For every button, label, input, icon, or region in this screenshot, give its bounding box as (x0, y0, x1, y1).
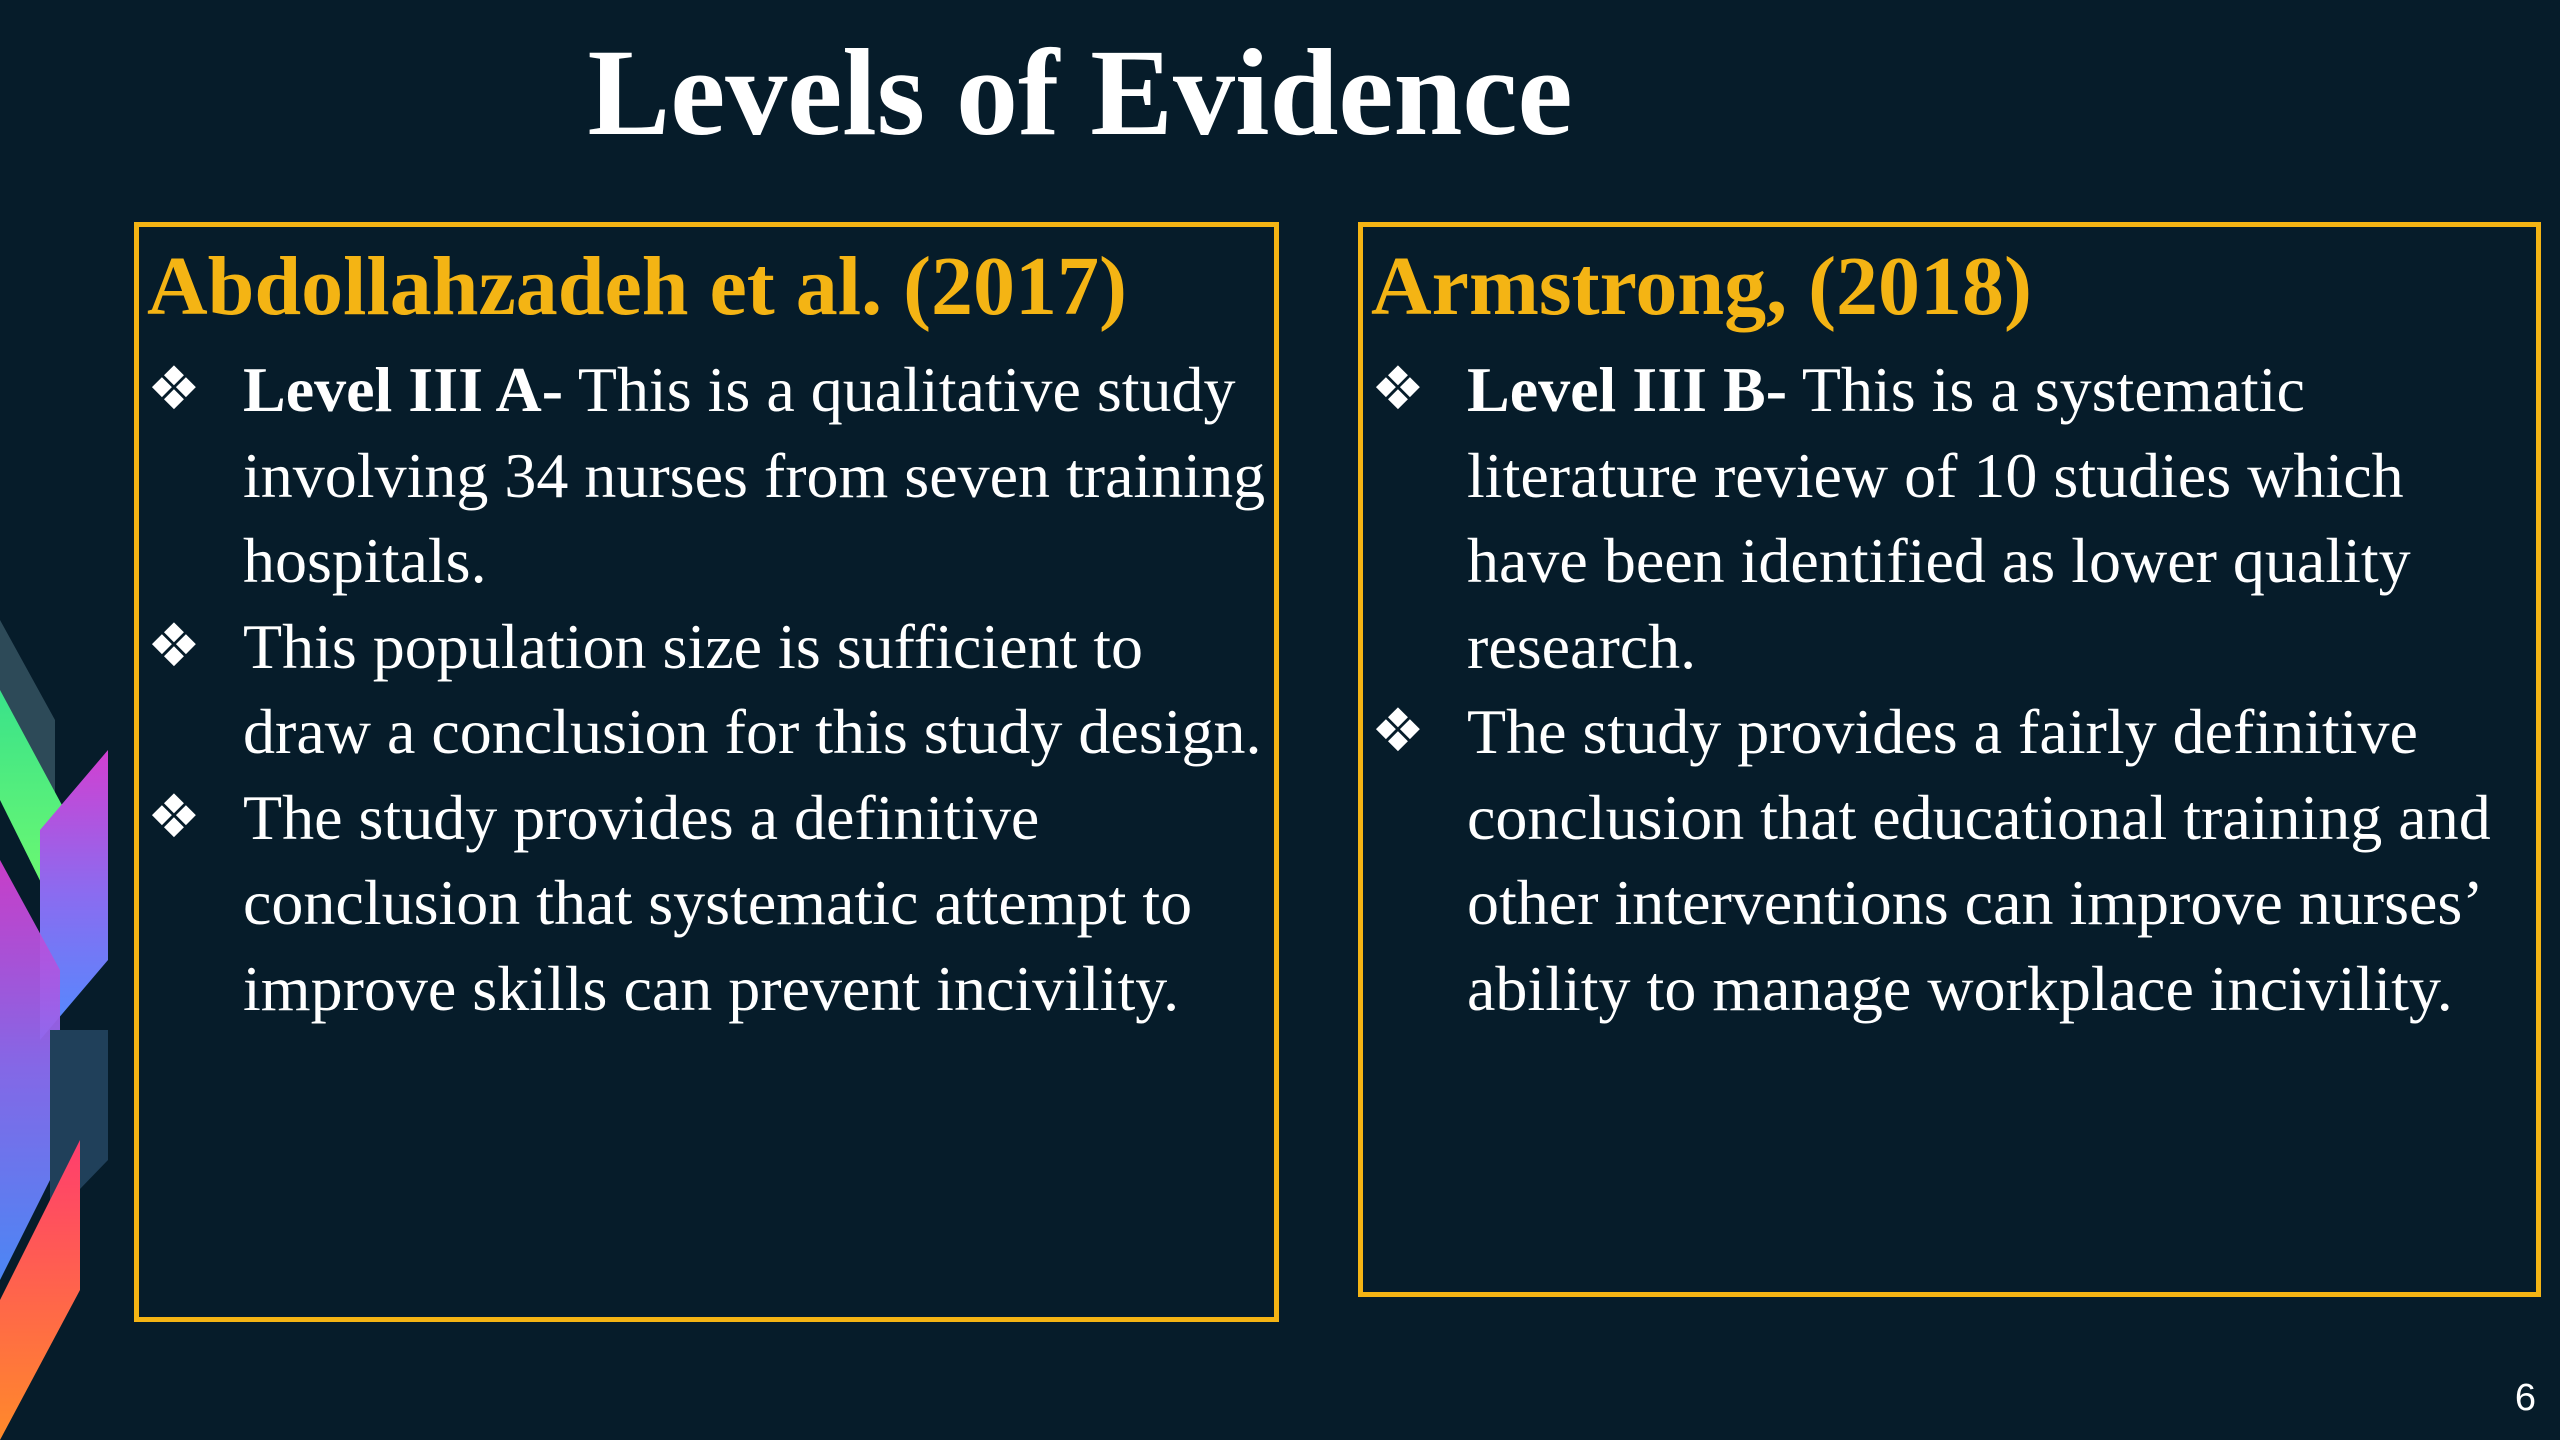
list-item (147, 347, 1267, 604)
four-diamond-bullet-icon: ❖ (1371, 354, 1425, 424)
list-item (1371, 689, 2531, 1031)
bullet-text: The study provides a fairly definitive conclusion that educational training and other interventions can improve nurses’ ability to manage workplace incivility. (1467, 696, 2491, 1024)
list-item (1371, 347, 2531, 689)
bullet-list (1371, 347, 2531, 1031)
bullet-text: The study provides a definitive conclusion that systematic attempt to improve skills can prevent incivility. (243, 781, 1193, 1024)
four-diamond-bullet-icon: ❖ (1371, 696, 1425, 766)
bullet-text: This is a qualitative study involving 34 nurses from seven training hospitals. (243, 354, 1266, 596)
box-heading: Abdollahzadeh et al. (2017) (147, 240, 1128, 333)
bullet-text: This population size is sufficient to draw a conclusion for this study design. (243, 610, 1262, 767)
evidence-box-abdollahzadeh (134, 222, 1279, 1322)
page-number: 6 (2514, 1377, 2536, 1419)
decorative-ribbon-graphic (0, 600, 120, 1440)
four-diamond-bullet-icon: ❖ (147, 354, 201, 424)
four-diamond-bullet-icon: ❖ (147, 610, 201, 681)
list-item (147, 775, 1267, 1032)
bullet-bold-label: Level III B- (1467, 354, 1787, 425)
slide-title: Levels of Evidence (587, 24, 1573, 161)
list-item (147, 604, 1267, 775)
bullet-text: This is a systematic literature review of 10 studies which have been identified as lower quality research. (1467, 354, 2411, 682)
bullet-bold-label: Level III A- (243, 354, 563, 425)
four-diamond-bullet-icon: ❖ (147, 781, 201, 852)
bullet-list (147, 347, 1267, 1031)
evidence-box-armstrong (1358, 222, 2541, 1297)
box-heading: Armstrong, (2018) (1371, 240, 2033, 333)
